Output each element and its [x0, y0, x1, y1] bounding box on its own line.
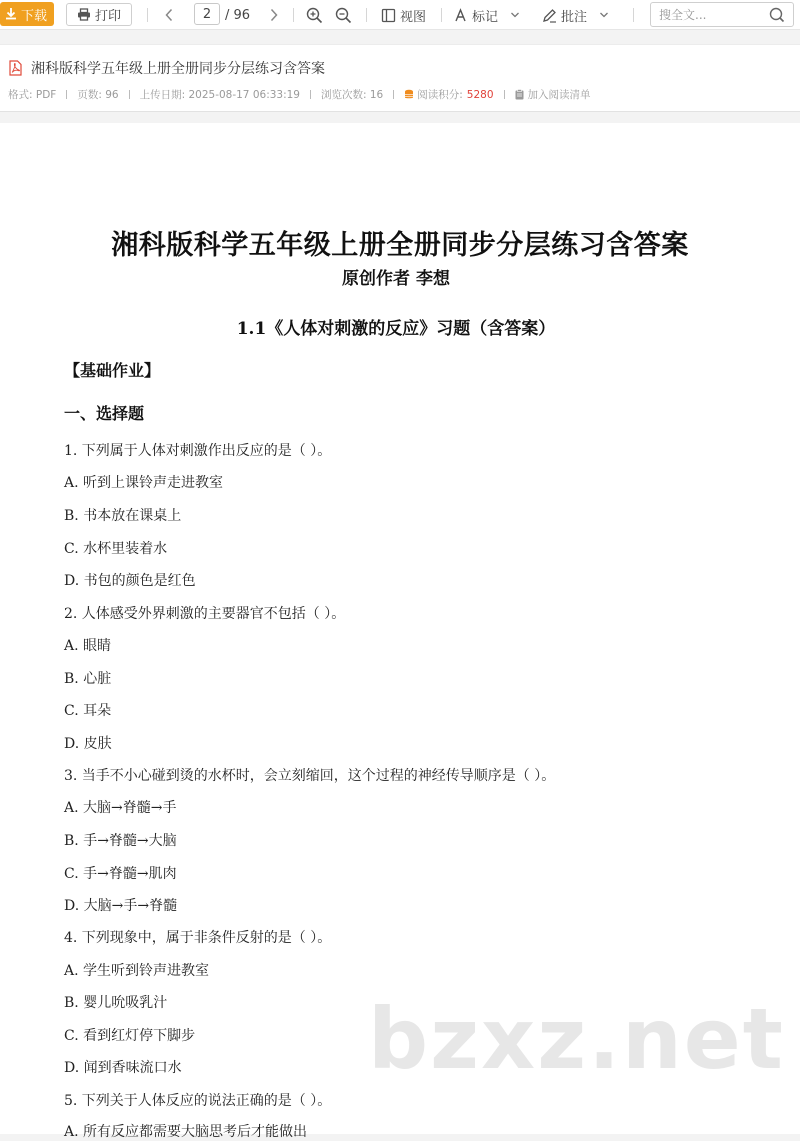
meta-format: 格式: PDF — [8, 89, 57, 101]
option-line: B. 婴儿吮吸乳汁 — [64, 995, 168, 1011]
printer-icon — [77, 8, 91, 21]
option-line: C. 手→脊髓→肌肉 — [64, 866, 177, 882]
zoom-out-icon — [335, 7, 352, 24]
toolbar-divider — [441, 8, 442, 22]
option-line: D. 书包的颜色是红色 — [64, 573, 196, 589]
meta-views: 浏览次数: 16 — [321, 89, 384, 101]
clipboard-icon — [515, 89, 524, 100]
meta-divider — [393, 90, 394, 99]
section-heading-basic: 【基础作业】 — [64, 361, 161, 380]
page-number-input[interactable]: 2 — [194, 3, 220, 25]
view-icon — [381, 8, 396, 23]
option-line: C. 看到红灯停下脚步 — [64, 1028, 196, 1044]
question-line: 5. 下列关于人体反应的说法正确的是（ ）。 — [64, 1093, 332, 1109]
option-line: B. 手→脊髓→大脑 — [64, 833, 177, 849]
mark-label: 标记 — [472, 9, 499, 25]
print-button[interactable] — [66, 3, 132, 26]
download-label: 下载 — [21, 8, 48, 24]
pen-icon — [542, 8, 557, 23]
search-input[interactable] — [650, 2, 794, 27]
watermark: bzxz.net — [368, 990, 785, 1088]
zoom-in-button[interactable] — [306, 0, 323, 30]
previous-page-button[interactable] — [164, 0, 174, 30]
add-to-reading-list-button[interactable] — [515, 87, 591, 102]
page-author: 原创作者 李想 — [342, 269, 450, 289]
option-line: D. 皮肤 — [64, 736, 112, 752]
meta-divider — [66, 90, 67, 99]
meta-pages: 页数: 96 — [77, 89, 119, 101]
question-line: 3. 当手不小心碰到烫的水杯时，会立刻缩回，这个过程的神经传导顺序是（ ）。 — [64, 768, 556, 784]
toolbar — [0, 0, 800, 30]
document-title-row — [8, 58, 325, 78]
next-page-button[interactable] — [269, 0, 279, 30]
toolbar-divider — [147, 8, 148, 22]
download-icon — [4, 7, 18, 21]
question-line: 2. 人体感受外界刺激的主要器官不包括（ ）。 — [64, 606, 346, 622]
section-heading-choice: 一、选择题 — [64, 404, 145, 423]
page-title: 湘科版科学五年级上册全册同步分层练习含答案 — [111, 230, 689, 261]
meta-upload-date: 上传日期: 2025-08-17 06:33:19 — [139, 89, 300, 101]
add-to-reading-list-label: 加入阅读清单 — [527, 89, 591, 101]
meta-divider — [129, 90, 130, 99]
toolbar-divider — [633, 8, 634, 22]
lesson-title: 1.1《人体对刺激的反应》习题（含答案） — [236, 319, 556, 339]
toolbar-divider — [293, 8, 294, 22]
meta-divider — [310, 90, 311, 99]
chevron-right-icon — [269, 8, 279, 22]
document-meta — [8, 87, 591, 102]
annotate-label: 批注 — [561, 9, 588, 25]
zoom-out-button[interactable] — [335, 0, 352, 30]
chevron-down-icon — [599, 11, 609, 19]
document-title: 湘科版科学五年级上册全册同步分层练习含答案 — [31, 61, 325, 77]
print-label: 打印 — [94, 9, 121, 24]
option-line: D. 闻到香味流口水 — [64, 1060, 182, 1076]
pdf-file-icon — [8, 60, 23, 76]
mark-button[interactable] — [453, 0, 520, 30]
chevron-down-icon — [510, 11, 520, 19]
option-line: B. 心脏 — [64, 671, 112, 687]
option-line: A. 眼睛 — [64, 638, 112, 654]
download-button[interactable] — [0, 2, 54, 26]
option-line: A. 大脑→脊髓→手 — [64, 800, 177, 816]
document-page — [0, 123, 800, 1140]
option-line: D. 大脑→手→脊髓 — [64, 898, 178, 914]
chevron-left-icon — [164, 8, 174, 22]
highlighter-icon — [453, 8, 468, 23]
toolbar-divider — [366, 8, 367, 22]
option-line: A. 所有反应都需要大脑思考后才能做出 — [64, 1124, 308, 1140]
question-line: 1. 下列属于人体对刺激作出反应的是（ ）。 — [64, 443, 332, 459]
total-pages: / 96 — [225, 7, 251, 23]
meta-points-value: 5280 — [466, 88, 494, 101]
document-info-bar — [0, 44, 800, 112]
annotate-button[interactable] — [542, 0, 609, 30]
option-line: B. 书本放在课桌上 — [64, 508, 182, 524]
option-line: C. 水杯里装着水 — [64, 541, 168, 557]
question-line: 4. 下列现象中，属于非条件反射的是（ ）。 — [64, 930, 332, 946]
view-button[interactable] — [381, 0, 426, 30]
search-placeholder: 搜全文... — [659, 8, 707, 22]
option-line: C. 耳朵 — [64, 703, 112, 719]
option-line: A. 学生听到铃声进教室 — [64, 963, 210, 979]
zoom-in-icon — [306, 7, 323, 24]
coins-icon — [404, 89, 414, 100]
view-label: 视图 — [400, 9, 427, 25]
option-line: A. 听到上课铃声走进教室 — [64, 475, 224, 491]
search-icon[interactable] — [769, 7, 785, 23]
meta-divider — [504, 90, 505, 99]
meta-points-label: 阅读积分: — [417, 89, 463, 101]
